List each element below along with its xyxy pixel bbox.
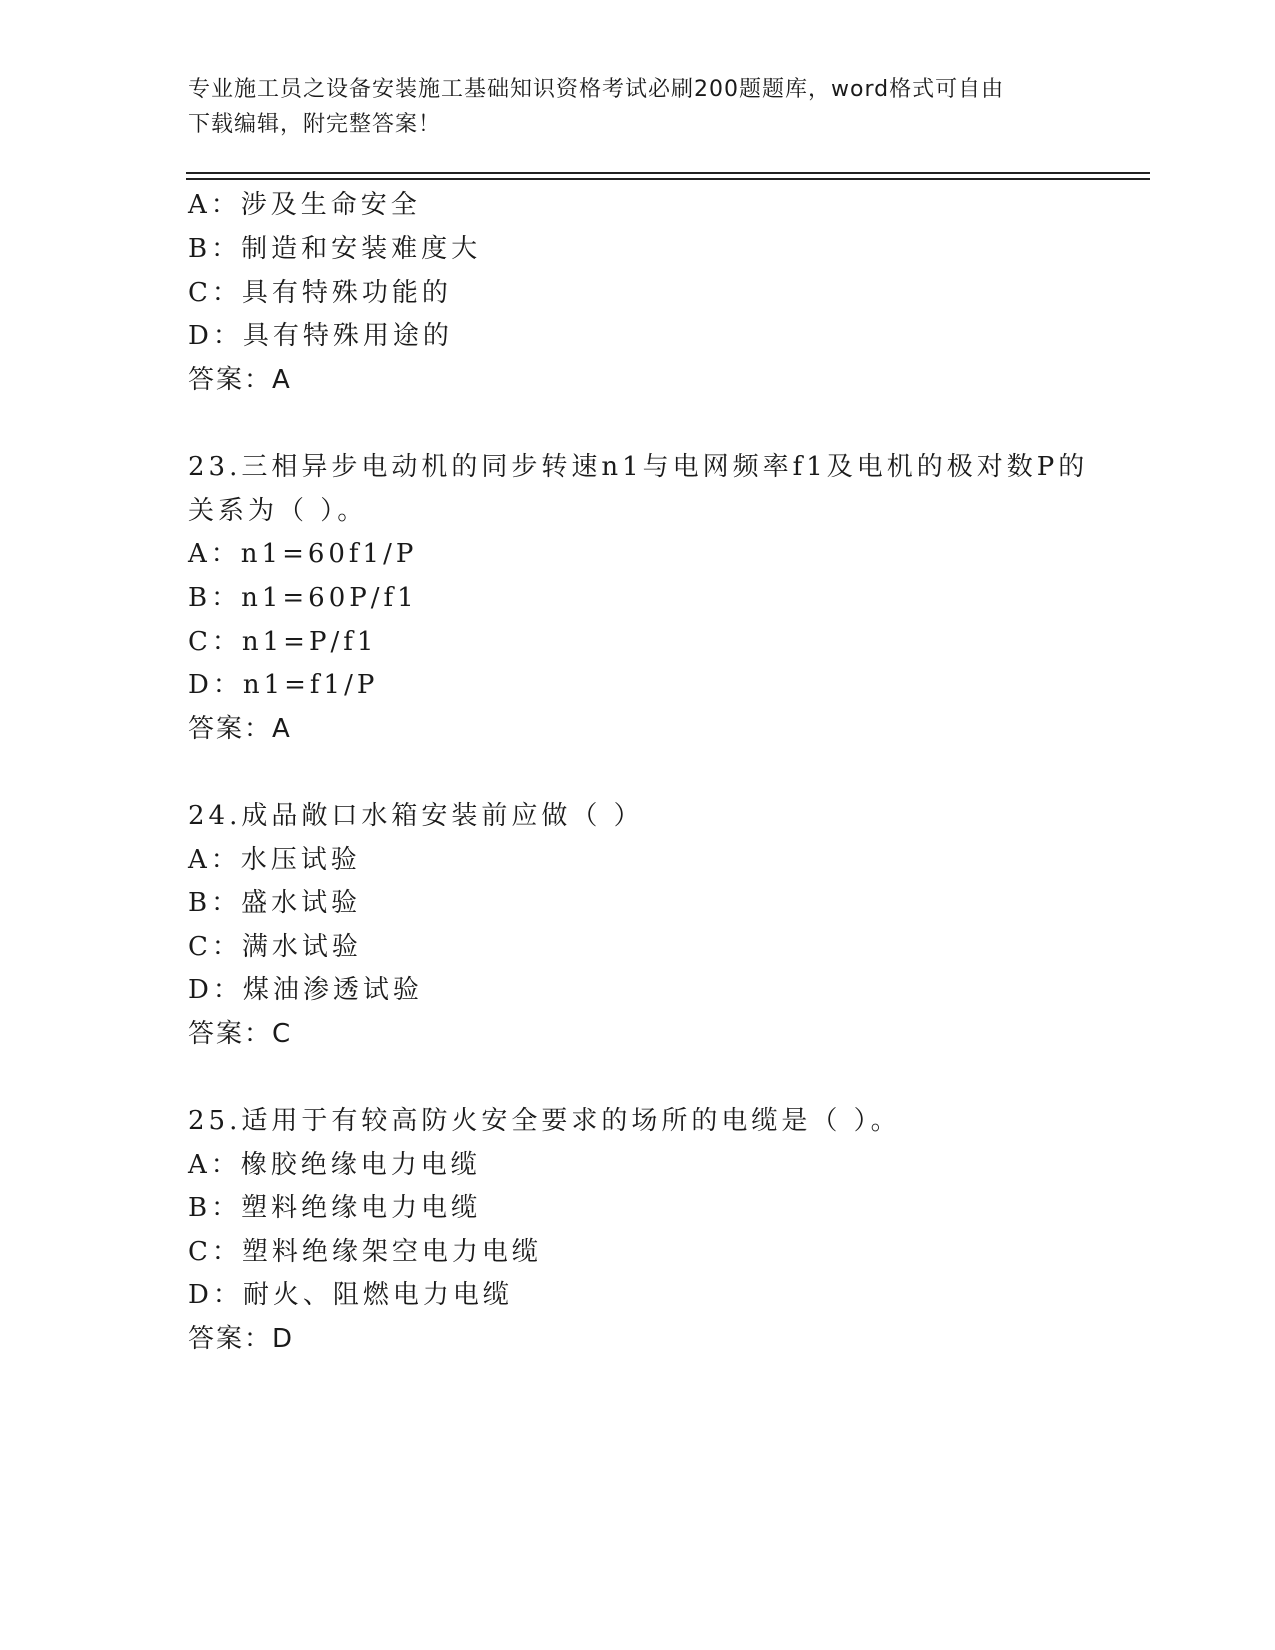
- header-line-2: 下载编辑，附完整答案！: [188, 112, 442, 137]
- q23-option-d: D：n1=f1/P: [188, 670, 379, 700]
- q25-option-b: B：塑料绝缘电力电缆: [188, 1193, 482, 1223]
- q22-option-a: A：涉及生命安全: [188, 190, 421, 220]
- q24-stem: 24.成品敞口水箱安装前应做（ ）: [188, 801, 644, 831]
- document-header: [188, 72, 1088, 142]
- q24-option-a: A：水压试验: [188, 845, 361, 875]
- q25-stem: 25.适用于有较高防火安全要求的场所的电缆是（ ）。: [188, 1106, 901, 1136]
- q22-option-c: C：具有特殊功能的: [188, 278, 452, 308]
- q24-option-b: B：盛水试验: [188, 888, 362, 918]
- q23-answer: 答案：A: [188, 714, 292, 744]
- q22-option-d: D：具有特殊用途的: [188, 321, 453, 351]
- header-rule-bottom: [186, 178, 1150, 180]
- q25-option-d: D：耐火、阻燃电力电缆: [188, 1280, 513, 1310]
- q23-option-b: B：n1=60P/f1: [188, 583, 418, 613]
- q22-answer: 答案：A: [188, 365, 292, 395]
- q23-option-a: A：n1=60f1/P: [188, 539, 418, 569]
- q25-answer: 答案：D: [188, 1324, 295, 1354]
- q23-stem-line-2: 关系为（ ）。: [188, 496, 368, 526]
- header-line-1: 专业施工员之设备安装施工基础知识资格考试必刷200题题库，word格式可自由: [188, 77, 1005, 102]
- q25-option-c: C：塑料绝缘架空电力电缆: [188, 1237, 542, 1267]
- q24-option-d: D：煤油渗透试验: [188, 975, 423, 1005]
- q24-option-c: C：满水试验: [188, 932, 362, 962]
- q24-answer: 答案：C: [188, 1019, 293, 1049]
- q23-option-c: C：n1=P/f1: [188, 627, 378, 657]
- header-rule-top: [186, 172, 1150, 174]
- q25-option-a: A：橡胶绝缘电力电缆: [188, 1150, 481, 1180]
- q23-stem-line-1: 23.三相异步电动机的同步转速n1与电网频率f1及电机的极对数P的: [188, 452, 1089, 482]
- q22-option-b: B：制造和安装难度大: [188, 234, 482, 264]
